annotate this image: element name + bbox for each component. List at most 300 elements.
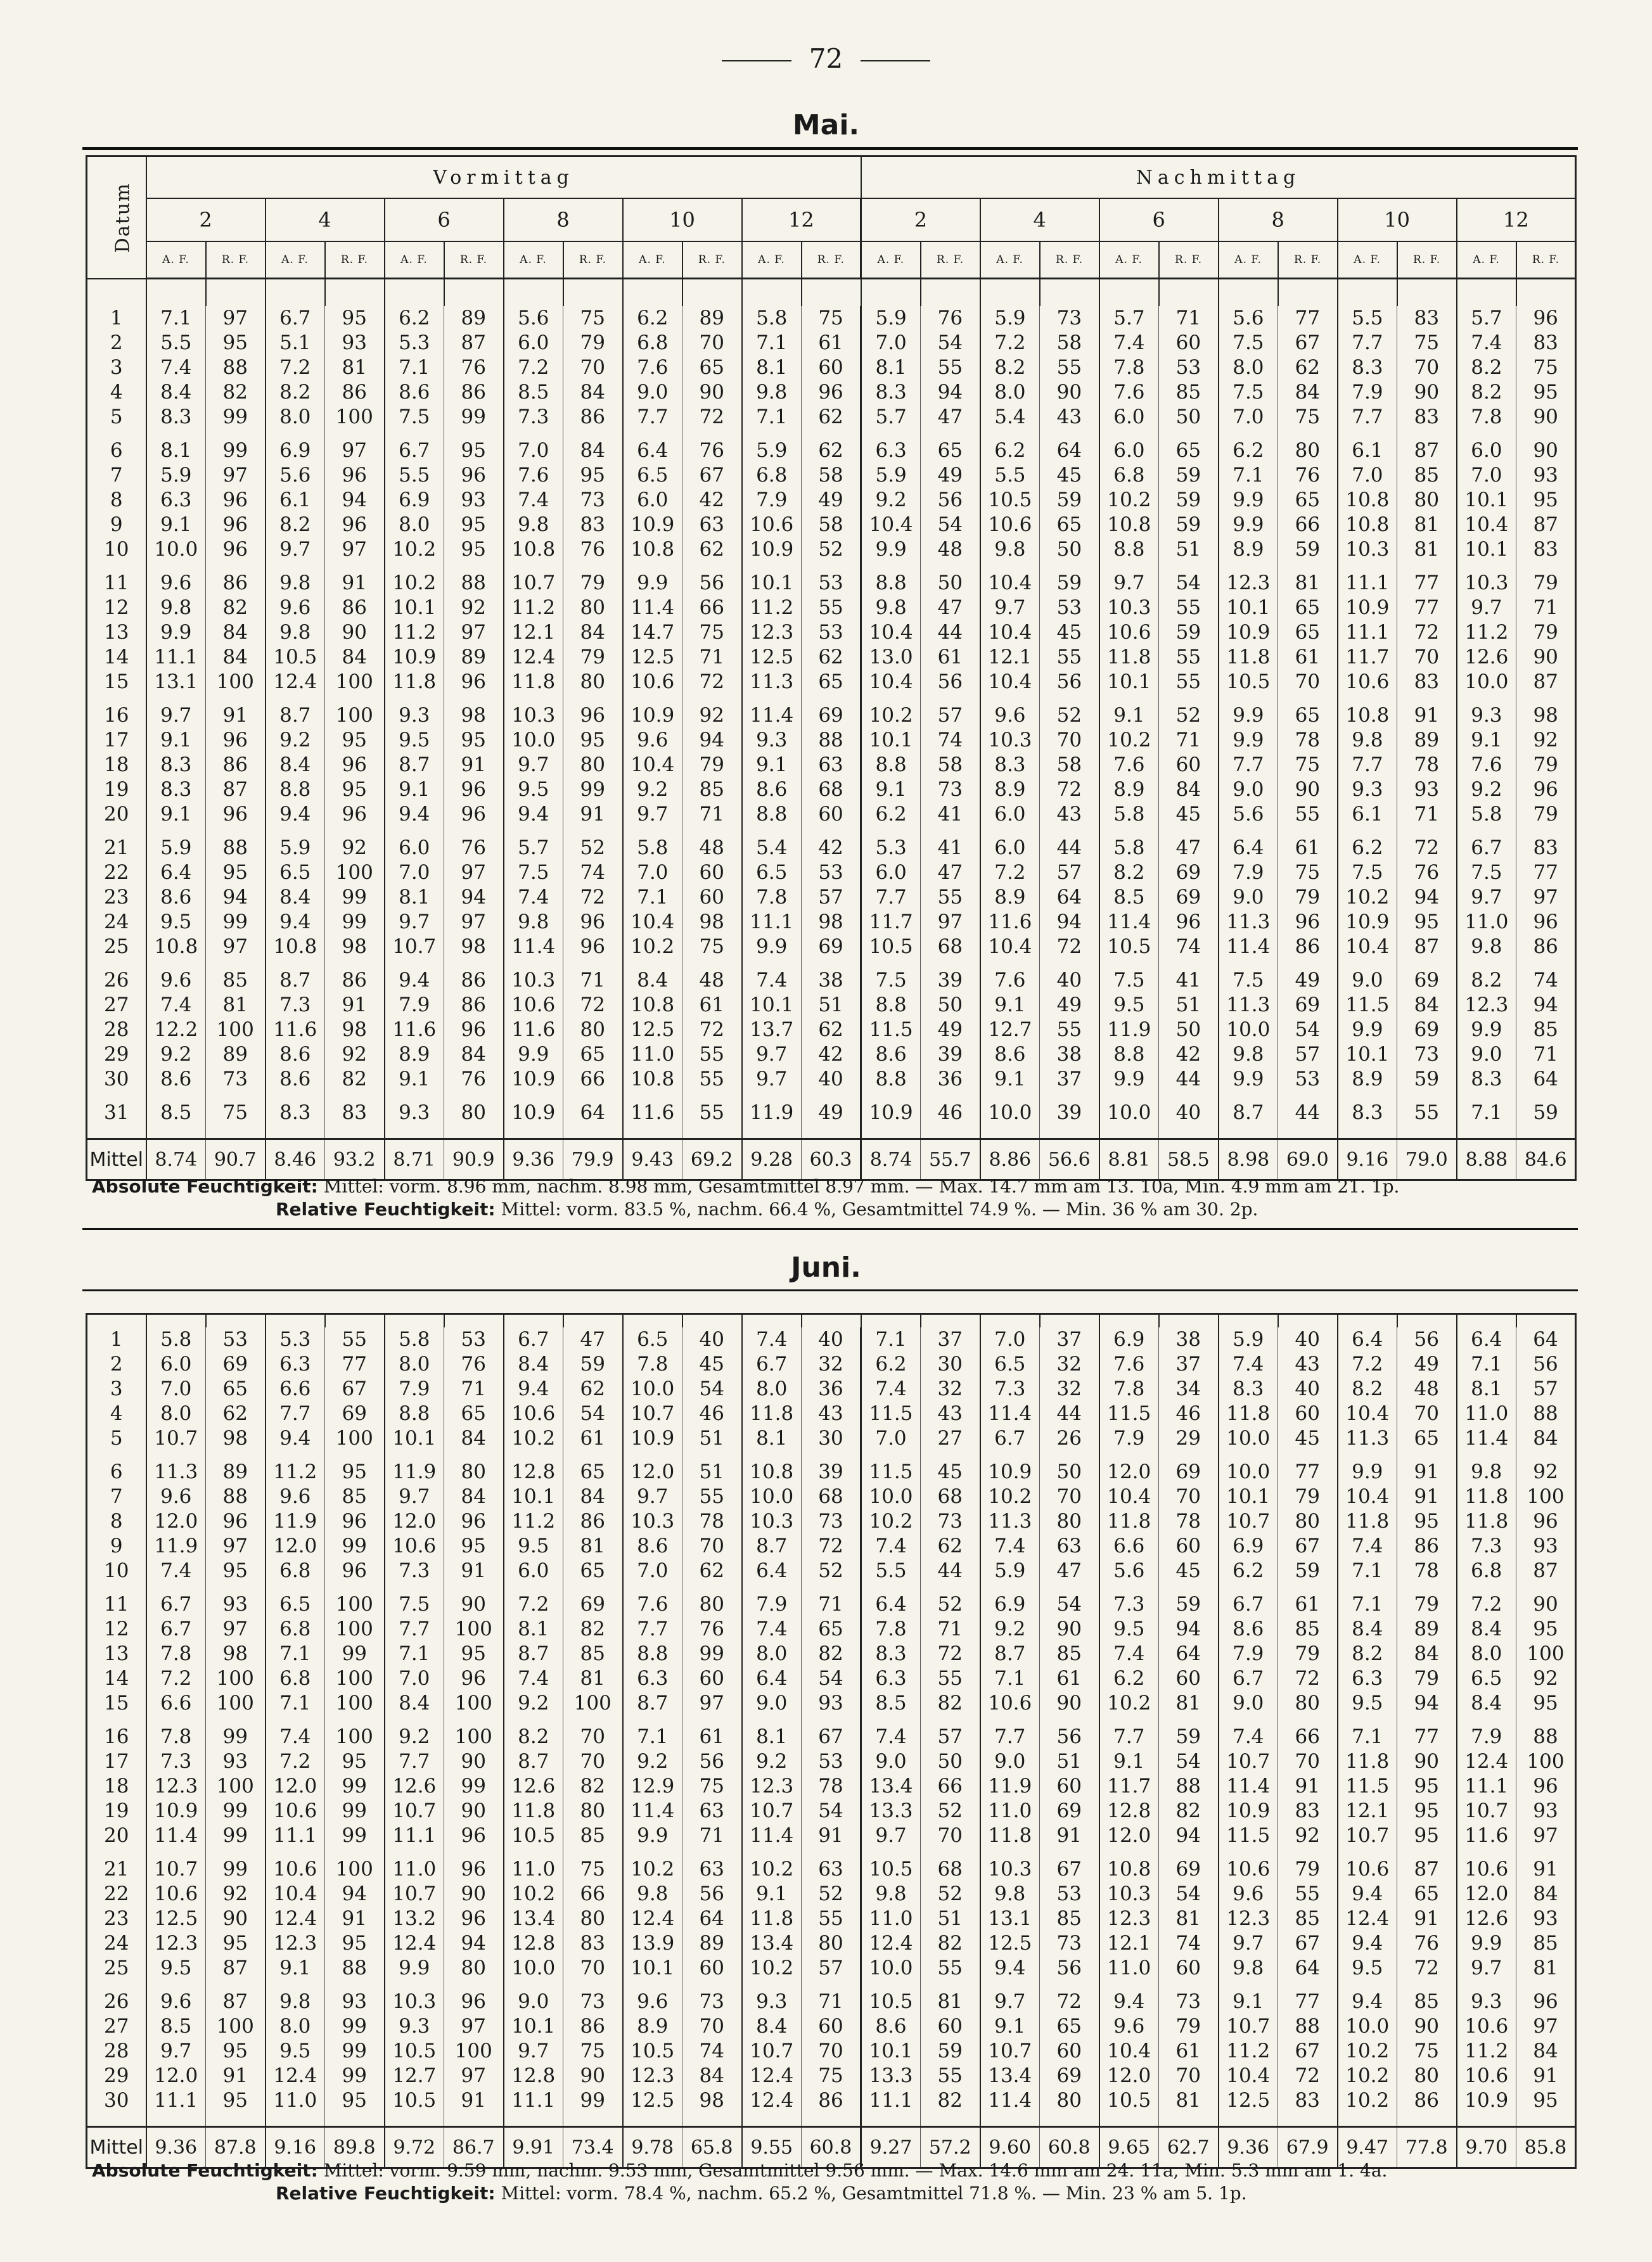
gap-cell (325, 430, 385, 438)
rf-cell: 64 (563, 1101, 623, 1125)
af-cell: 7.4 (146, 1559, 206, 1583)
af-cell: 10.1 (1219, 1485, 1278, 1509)
rf-cell: 94 (444, 885, 504, 910)
rf-cell: 57 (1278, 1042, 1338, 1067)
af-cell: 11.1 (146, 2088, 206, 2113)
rf-cell: 85 (206, 968, 266, 993)
table-row (87, 860, 1576, 885)
gap-cell (802, 1092, 861, 1101)
af-cell: 13.3 (861, 1799, 921, 1824)
gap-cell (1278, 1981, 1338, 1990)
rf-cell: 96 (325, 463, 385, 488)
gap-cell (1099, 1125, 1159, 1139)
rf-cell: 71 (682, 1824, 742, 1848)
rf-cell: 60 (1040, 2039, 1099, 2064)
af-cell: 9.7 (980, 596, 1040, 620)
gap-cell (1278, 2113, 1338, 2127)
af-cell: 10.1 (742, 571, 802, 596)
af-cell: 12.5 (623, 645, 682, 670)
spacer-cell (682, 1314, 742, 1328)
af-cell: 11.8 (1338, 1509, 1397, 1534)
rf-cell: 95 (1397, 1824, 1457, 1848)
af-cell: 10.6 (1457, 2014, 1516, 2039)
af-cell: 10.9 (623, 1426, 682, 1451)
table-row (87, 1666, 1576, 1691)
rf-cell: 76 (563, 537, 623, 562)
gap-cell (206, 562, 266, 571)
table-row (87, 405, 1576, 430)
af-cell: 11.0 (1457, 910, 1516, 935)
af-cell: 10.9 (980, 1460, 1040, 1485)
gap-cell (742, 1451, 802, 1460)
rf-cell: 64 (1040, 438, 1099, 463)
rf-cell: 100 (444, 2039, 504, 2064)
rf-cell: 84 (563, 380, 623, 405)
spacer-cell (1159, 1314, 1219, 1328)
rf-cell: 75 (1278, 860, 1338, 885)
rf-cell: 53 (1040, 596, 1099, 620)
gap-cell (921, 1848, 980, 1857)
af-cell: 8.3 (1457, 1067, 1516, 1092)
af-cell: 10.7 (146, 1426, 206, 1451)
gap-cell (861, 827, 921, 836)
rf-cell: 50 (1040, 537, 1099, 562)
af-cell: 11.2 (742, 596, 802, 620)
mittel-label: Mittel (87, 1139, 146, 1180)
af-cell: 5.7 (1099, 306, 1159, 331)
af-cell: 9.5 (266, 2039, 325, 2064)
gap-cell (802, 1981, 861, 1990)
rf-cell: 96 (206, 1509, 266, 1534)
rf-cell: 82 (206, 596, 266, 620)
table-row (87, 836, 1576, 860)
table-row (87, 1352, 1576, 1377)
af-cell: 7.8 (1099, 1377, 1159, 1402)
rf-cell: 99 (325, 885, 385, 910)
af-cell: 6.2 (1338, 836, 1397, 860)
gap-cell (87, 1981, 146, 1990)
af-cell: 10.0 (623, 1377, 682, 1402)
rf-cell: 45 (1040, 620, 1099, 645)
gap-cell (206, 827, 266, 836)
gap-cell (802, 562, 861, 571)
af-cell: 7.0 (1457, 463, 1516, 488)
af-cell: 6.0 (1457, 438, 1516, 463)
gap-cell (742, 694, 802, 703)
rf-cell: 90 (444, 1799, 504, 1824)
rf-cell: 81 (1159, 1691, 1219, 1716)
af-cell: 7.0 (623, 1559, 682, 1583)
gap-cell (623, 430, 682, 438)
mittel-rf: 89.8 (325, 2127, 385, 2168)
af-cell: 8.8 (623, 1642, 682, 1666)
gap-cell (682, 827, 742, 836)
rf-cell: 100 (206, 1018, 266, 1042)
rf-cell: 76 (444, 836, 504, 860)
rf-cell: 75 (1516, 355, 1576, 380)
gap-cell (444, 1981, 504, 1990)
af-cell: 10.5 (861, 1990, 921, 2014)
spacer-cell (1219, 1314, 1278, 1328)
rf-cell: 79 (1516, 802, 1576, 827)
gap-cell (325, 1848, 385, 1857)
af-cell: 12.3 (742, 620, 802, 645)
gap-cell (980, 562, 1040, 571)
rf-cell: 80 (563, 1907, 623, 1931)
rf-cell: 86 (206, 571, 266, 596)
af-cell: 8.4 (742, 2014, 802, 2039)
af-cell: 8.0 (146, 1402, 206, 1426)
gap-cell (1040, 1848, 1099, 1857)
gap-cell (980, 694, 1040, 703)
rf-cell: 77 (1397, 571, 1457, 596)
gap-cell (1338, 1583, 1397, 1592)
af-cell: 9.7 (1457, 885, 1516, 910)
af-cell: 8.8 (861, 753, 921, 777)
rf-cell: 84 (1159, 777, 1219, 802)
rf-cell: 40 (682, 1327, 742, 1352)
gap-cell (563, 1848, 623, 1857)
hour-header: 2 (146, 198, 266, 241)
rel-label: Relative Feuchtigkeit: (276, 1199, 496, 1220)
rf-cell: 71 (1516, 1042, 1576, 1067)
af-cell: 9.3 (1338, 777, 1397, 802)
af-cell: 10.2 (385, 571, 444, 596)
af-cell: 8.6 (146, 885, 206, 910)
rf-cell: 87 (1397, 1857, 1457, 1882)
rf-cell: 70 (1397, 355, 1457, 380)
rf-cell: 85 (1516, 1018, 1576, 1042)
rf-cell: 50 (921, 993, 980, 1018)
table-row (87, 703, 1576, 728)
day-cell: 10 (87, 1559, 146, 1583)
rf-cell: 75 (802, 306, 861, 331)
af-cell: 9.8 (1219, 1042, 1278, 1067)
gap-cell (980, 2113, 1040, 2127)
rf-cell: 86 (325, 596, 385, 620)
af-cell: 9.6 (1099, 2014, 1159, 2039)
rf-cell: 80 (1278, 1509, 1338, 1534)
rf-cell: 95 (206, 2088, 266, 2113)
af-cell: 5.3 (266, 1327, 325, 1352)
rf-cell: 39 (1040, 1101, 1099, 1125)
af-cell: 9.8 (266, 1990, 325, 2014)
gap-cell (385, 2113, 444, 2127)
rf-cell: 94 (1397, 1691, 1457, 1716)
rf-cell: 88 (206, 1485, 266, 1509)
af-cell: 9.3 (1457, 703, 1516, 728)
spacer-cell (206, 279, 266, 307)
rf-cell: 69 (1397, 968, 1457, 993)
af-cell: 9.7 (385, 910, 444, 935)
af-cell: 9.9 (1219, 703, 1278, 728)
af-cell: 6.2 (623, 306, 682, 331)
rf-cell: 62 (921, 1534, 980, 1559)
rf-cell: 55 (921, 2064, 980, 2088)
af-cell: 10.8 (1338, 513, 1397, 537)
rf-cell: 88 (802, 728, 861, 753)
mittel-af: 8.88 (1457, 1139, 1516, 1180)
af-cell: 5.9 (861, 306, 921, 331)
mittel-af: 9.36 (1219, 2127, 1278, 2168)
mittel-af: 9.36 (146, 2127, 206, 2168)
af-cell: 5.9 (146, 463, 206, 488)
af-cell: 7.9 (385, 993, 444, 1018)
af-cell: 6.7 (385, 438, 444, 463)
gap-cell (1397, 1125, 1457, 1139)
rf-cell: 100 (325, 703, 385, 728)
af-header: A. F. (1099, 241, 1159, 279)
af-cell: 6.3 (861, 438, 921, 463)
af-cell: 10.3 (1338, 537, 1397, 562)
rf-cell: 96 (325, 802, 385, 827)
rf-cell: 95 (325, 2088, 385, 2113)
af-cell: 7.1 (266, 1691, 325, 1716)
rf-cell: 84 (1516, 2039, 1576, 2064)
af-cell: 10.1 (1219, 596, 1278, 620)
af-cell: 8.1 (742, 1725, 802, 1749)
rf-cell: 73 (1159, 1990, 1219, 2014)
gap-cell (266, 959, 325, 968)
af-cell: 9.1 (980, 993, 1040, 1018)
rf-cell: 91 (1516, 2064, 1576, 2088)
rf-cell: 54 (682, 1377, 742, 1402)
af-cell: 10.0 (861, 1956, 921, 1981)
af-cell: 10.7 (742, 1799, 802, 1824)
af-cell: 10.1 (504, 1485, 563, 1509)
rf-cell: 96 (1516, 777, 1576, 802)
rf-cell: 89 (682, 306, 742, 331)
gap-cell (1457, 1981, 1516, 1990)
day-cell: 6 (87, 1460, 146, 1485)
rf-cell: 78 (802, 1774, 861, 1799)
rf-cell: 65 (682, 355, 742, 380)
gap-cell (266, 827, 325, 836)
gap-cell (325, 827, 385, 836)
af-cell: 9.1 (146, 728, 206, 753)
af-cell: 7.8 (1099, 355, 1159, 380)
af-cell: 10.0 (1219, 1018, 1278, 1042)
af-cell: 9.1 (1457, 728, 1516, 753)
hour-header: 8 (504, 198, 623, 241)
rf-cell: 100 (444, 1725, 504, 1749)
af-cell: 10.7 (980, 2039, 1040, 2064)
rf-cell: 91 (1516, 1857, 1576, 1882)
rf-cell: 49 (921, 463, 980, 488)
gap-cell (87, 1125, 146, 1139)
rf-cell: 96 (444, 1907, 504, 1931)
rf-cell: 84 (444, 1042, 504, 1067)
rf-cell: 51 (921, 1907, 980, 1931)
rf-cell: 50 (1159, 405, 1219, 430)
rf-cell: 62 (682, 1559, 742, 1583)
rf-cell: 78 (682, 1509, 742, 1534)
af-cell: 8.8 (861, 571, 921, 596)
rf-cell: 63 (802, 753, 861, 777)
rf-cell: 91 (444, 753, 504, 777)
gap-cell (385, 827, 444, 836)
group-gap (87, 562, 1576, 571)
rf-cell: 82 (921, 1691, 980, 1716)
mittel-rf: 84.6 (1516, 1139, 1576, 1180)
table-row (87, 1018, 1576, 1042)
af-cell: 10.4 (623, 910, 682, 935)
af-cell: 8.5 (146, 1101, 206, 1125)
gap-cell (980, 827, 1040, 836)
table-row (87, 571, 1576, 596)
rf-cell: 83 (325, 1101, 385, 1125)
af-cell: 7.6 (980, 968, 1040, 993)
table-row (87, 802, 1576, 827)
rf-cell: 96 (444, 1509, 504, 1534)
af-cell: 9.0 (861, 1749, 921, 1774)
rf-cell: 52 (802, 1882, 861, 1907)
group-gap (87, 694, 1576, 703)
rf-cell: 86 (325, 968, 385, 993)
rf-cell: 67 (325, 1377, 385, 1402)
rf-cell: 60 (921, 2014, 980, 2039)
rf-cell: 51 (682, 1460, 742, 1485)
day-cell: 27 (87, 2014, 146, 2039)
rf-cell: 90 (1397, 2014, 1457, 2039)
gap-cell (1099, 1716, 1159, 1725)
gap-cell (87, 1583, 146, 1592)
rf-cell: 81 (1397, 537, 1457, 562)
af-cell: 10.9 (1338, 910, 1397, 935)
group-gap (87, 1583, 1576, 1592)
gap-cell (623, 694, 682, 703)
rf-cell: 40 (1278, 1327, 1338, 1352)
rf-cell: 97 (444, 2064, 504, 2088)
rf-cell: 100 (444, 1617, 504, 1642)
af-cell: 8.5 (1099, 885, 1159, 910)
table-row (87, 1042, 1576, 1067)
gap-cell (623, 1092, 682, 1101)
af-cell: 12.1 (980, 645, 1040, 670)
af-cell: 6.2 (1099, 1666, 1159, 1691)
af-cell: 6.4 (742, 1559, 802, 1583)
day-cell: 11 (87, 571, 146, 596)
af-cell: 8.4 (385, 1691, 444, 1716)
spacer-cell (87, 1314, 146, 1328)
af-cell: 7.9 (1219, 1642, 1278, 1666)
gap-cell (1159, 562, 1219, 571)
af-cell: 5.5 (146, 331, 206, 355)
rf-cell: 70 (682, 1534, 742, 1559)
rf-cell: 41 (1159, 968, 1219, 993)
rf-cell: 90 (1397, 380, 1457, 405)
af-cell: 7.7 (861, 885, 921, 910)
spacer-row (87, 279, 1576, 307)
rf-cell: 64 (1516, 1067, 1576, 1092)
day-cell: 2 (87, 1352, 146, 1377)
gap-cell (1159, 2113, 1219, 2127)
af-cell: 12.0 (266, 1534, 325, 1559)
af-cell: 10.7 (385, 935, 444, 959)
table-row (87, 645, 1576, 670)
af-cell: 8.9 (980, 885, 1040, 910)
rf-cell: 65 (1397, 1426, 1457, 1451)
af-cell: 7.2 (980, 860, 1040, 885)
rf-cell: 53 (802, 620, 861, 645)
rf-cell: 60 (1159, 1666, 1219, 1691)
rf-cell: 39 (802, 1460, 861, 1485)
rf-cell: 71 (802, 1592, 861, 1617)
rf-cell: 40 (802, 1067, 861, 1092)
af-cell: 12.6 (1457, 645, 1516, 670)
af-cell: 10.3 (504, 968, 563, 993)
rf-cell: 39 (921, 968, 980, 993)
gap-cell (682, 1092, 742, 1101)
af-cell: 11.1 (385, 1824, 444, 1848)
gap-cell (1278, 827, 1338, 836)
af-cell: 9.7 (1099, 571, 1159, 596)
af-cell: 7.4 (146, 355, 206, 380)
af-cell: 8.3 (146, 753, 206, 777)
spacer-cell (563, 1314, 623, 1328)
af-cell: 7.1 (385, 355, 444, 380)
rf-cell: 64 (1278, 1956, 1338, 1981)
rf-cell: 84 (563, 1485, 623, 1509)
gap-cell (444, 1451, 504, 1460)
af-header: A. F. (1338, 241, 1397, 279)
af-cell: 7.6 (1099, 380, 1159, 405)
mittel-af: 9.16 (1338, 1139, 1397, 1180)
rf-cell: 40 (1040, 968, 1099, 993)
gap-cell (1040, 430, 1099, 438)
af-cell: 11.5 (1219, 1824, 1278, 1848)
mittel-af: 9.70 (1457, 2127, 1516, 2168)
af-cell: 11.0 (385, 1857, 444, 1882)
af-cell: 9.8 (623, 1882, 682, 1907)
af-cell: 7.6 (623, 355, 682, 380)
rf-cell: 55 (921, 1956, 980, 1981)
af-cell: 10.9 (861, 1101, 921, 1125)
gap-cell (206, 694, 266, 703)
gap-cell (1219, 1092, 1278, 1101)
gap-cell (980, 959, 1040, 968)
rf-cell: 84 (563, 620, 623, 645)
gap-cell (980, 1583, 1040, 1592)
rf-cell: 78 (1397, 1559, 1457, 1583)
rf-cell: 84 (1397, 993, 1457, 1018)
af-cell: 9.7 (742, 1067, 802, 1092)
rf-cell: 56 (1040, 670, 1099, 694)
mittel-rf: 65.8 (682, 2127, 742, 2168)
af-cell: 6.8 (266, 1666, 325, 1691)
rf-cell: 59 (1040, 571, 1099, 596)
rf-cell: 55 (1159, 596, 1219, 620)
af-cell: 11.5 (861, 1460, 921, 1485)
rf-cell: 90 (325, 620, 385, 645)
gap-cell (1516, 694, 1576, 703)
gap-cell (1278, 1848, 1338, 1857)
af-cell: 9.8 (980, 537, 1040, 562)
rf-cell: 45 (921, 1460, 980, 1485)
rf-cell: 69 (325, 1402, 385, 1426)
gap-cell (444, 1716, 504, 1725)
gap-cell (1040, 562, 1099, 571)
af-cell: 10.4 (1099, 2039, 1159, 2064)
rf-cell: 84 (563, 438, 623, 463)
rf-cell: 78 (1278, 728, 1338, 753)
af-cell: 7.2 (504, 1592, 563, 1617)
gap-cell (146, 1848, 206, 1857)
day-cell: 9 (87, 513, 146, 537)
gap-cell (563, 959, 623, 968)
rf-cell: 83 (1278, 2088, 1338, 2113)
rf-cell: 96 (444, 1824, 504, 1848)
